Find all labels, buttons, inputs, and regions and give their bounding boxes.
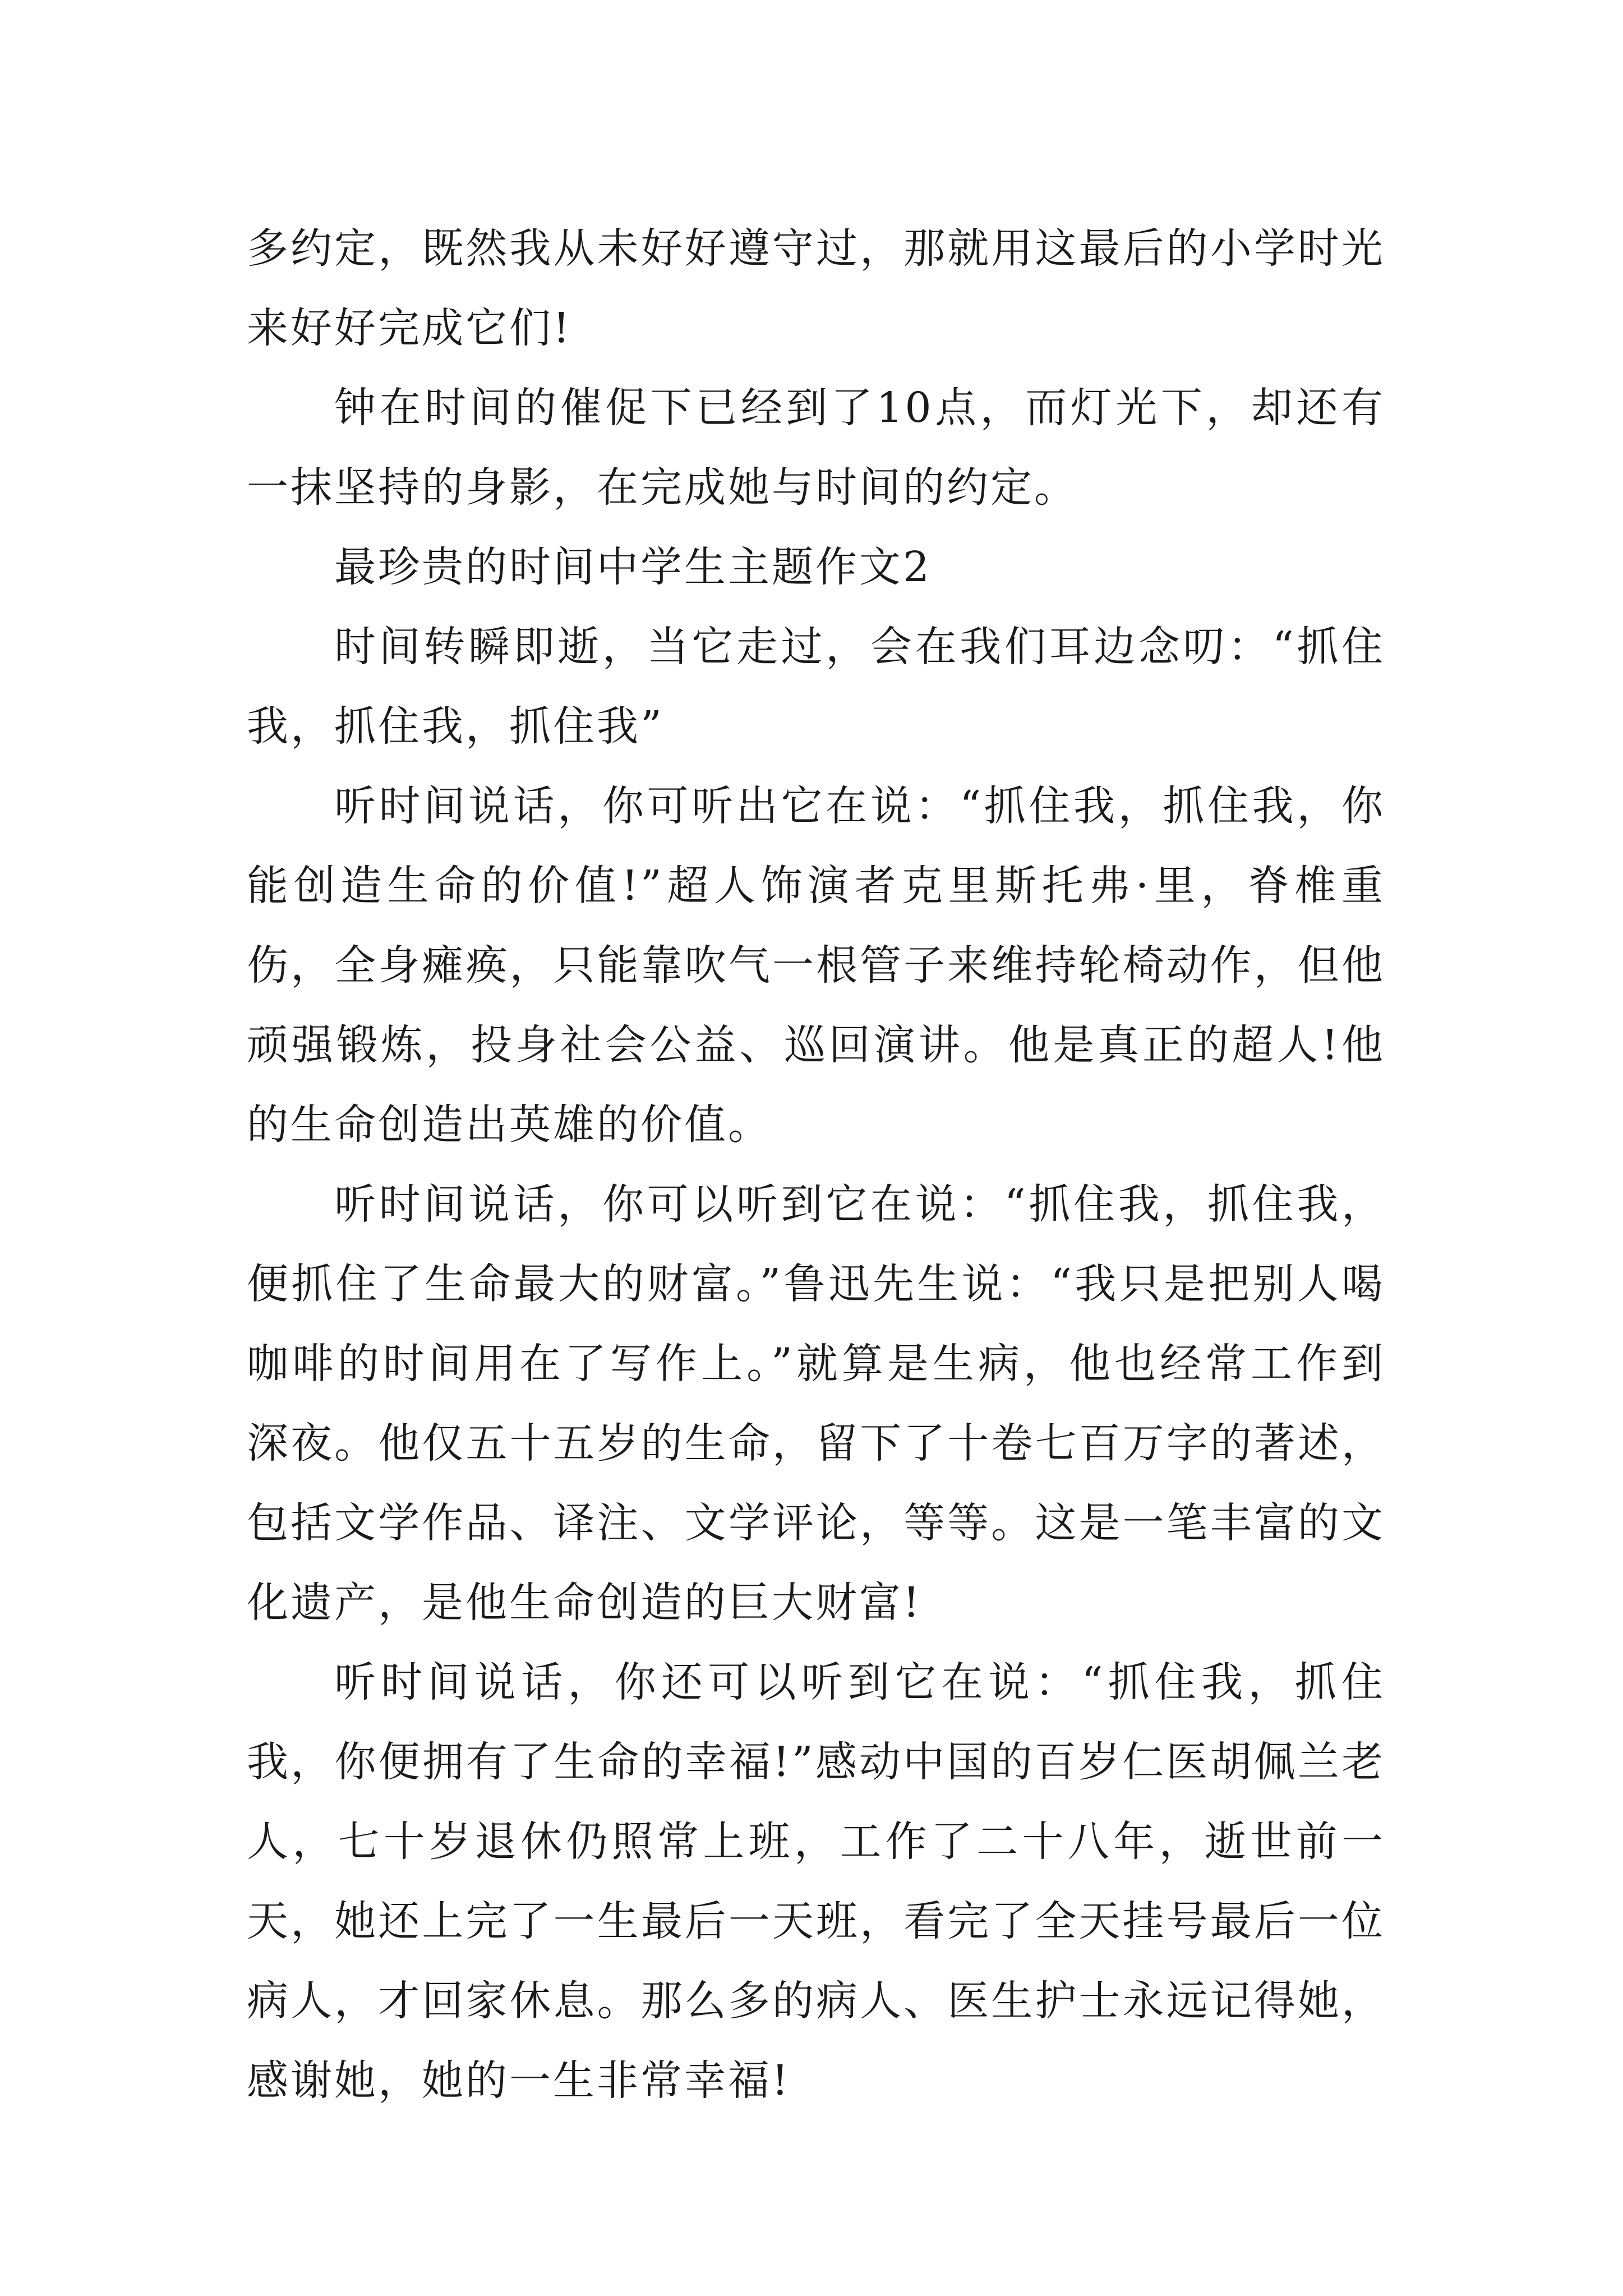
paragraph: 时间转瞬即逝，当它走过，会在我们耳边念叨：“抓住我，抓住我，抓住我” <box>247 623 1385 751</box>
paragraph-continuation: 多约定，既然我从未好好遵守过，那就用这最后的小学时光来好好完成它们! <box>247 224 1385 352</box>
paragraph: 听时间说话，你还可以听到它在说：“抓住我，抓住我，你便拥有了生命的幸福!”感动中国的百岁仁医胡佩兰老人，七十岁退休仍照常上班，工作了二十八年，逝世前一天，她还上完了一生最后一天班，看完了全天挂号最后一位病人，才回家休息。那么多的病人、医生护士永远记得她，感谢她，她的一生非常幸福! <box>247 1658 1385 2105</box>
section-heading: 最珍贵的时间中学生主题作文2 <box>334 543 932 591</box>
document-body <box>247 209 1385 2120</box>
paragraph: 钟在时间的催促下已经到了10点，而灯光下，却还有一抹坚持的身影，在完成她与时间的约定。 <box>247 384 1385 512</box>
paragraph: 听时间说话，你可听出它在说：“抓住我，抓住我，你能创造生命的价值!”超人饰演者克里斯托弗·里，脊椎重伤，全身瘫痪，只能靠吹气一根管子来维持轮椅动作，但他顽强锻炼，投身社会公益、巡回演讲。他是真正的超人!他的生命创造出英雄的价值。 <box>247 782 1385 1149</box>
paragraph: 听时间说话，你可以听到它在说：“抓住我，抓住我，便抓住了生命最大的财富。”鲁迅先生说：“我只是把别人喝咖啡的时间用在了写作上。”就算是生病，他也经常工作到深夜。他仅五十五岁的生命，留下了十卷七百万字的著述，包括文学作品、译注、文学评论，等等。这是一笔丰富的文化遗产，是他生命创造的巨大财富! <box>247 1180 1385 1627</box>
